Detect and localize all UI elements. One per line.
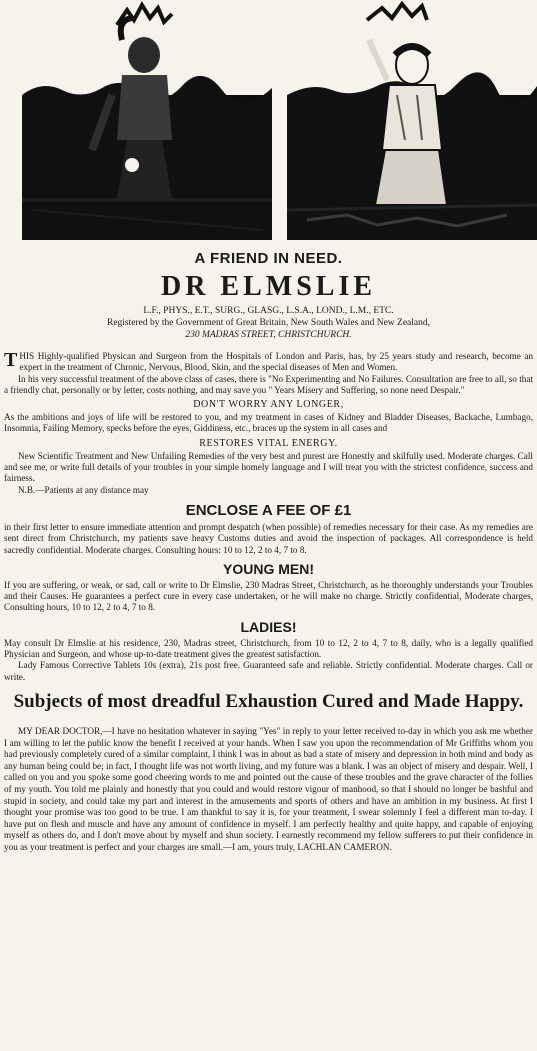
credentials-line: L.F., PHYS., E.T., SURG., GLASG., L.S.A., LOND., L.M., ETC.	[143, 306, 394, 316]
young-men-paragraph: If you are suffering, or weak, or sad, call or write to Dr Elmslie, 230 Madras Street, Christchurch, as he thoroughly understands your Troubles and their Causes. He guarantees a perfect cure in every case undertaken, or he will make no charge. Strictly confidential, Moderate charges, Consulting hours, 10 to 12, 2 to 4, 7 to 8.	[4, 579, 533, 613]
tablets-paragraph: Lady Famous Corrective Tablets 10s (extra), 21s post free. Guaranteed safe and reliable. Strictly confidential. Moderate charges. Call or write.	[4, 660, 533, 682]
nb-paragraph: N.B.—Patients at any distance may	[18, 484, 149, 495]
ladies-heading: LADIES!	[240, 618, 297, 635]
worry-heading: DON'T WORRY ANY LONGER,	[193, 399, 344, 411]
credentials-block	[4, 305, 533, 341]
drop-cap: T	[4, 349, 18, 371]
illustration-row	[4, 0, 533, 240]
woodcut-before-image	[22, 0, 272, 240]
restores-heading: RESTORES VITAL ENERGY.	[199, 437, 338, 449]
young-men-heading: YOUNG MEN!	[223, 560, 314, 577]
intro-paragraph	[4, 351, 533, 374]
letter-text: MY DEAR DOCTOR,—I have no hesitation whatever in saying "Yes" in reply to your letter received to-day in which you ask me whether I am willing to let the public know the benefit I received at your hands. When I saw you upon the recommendation of Mr Griffiths whom you had previously completely cured of a similar complaint, I think I was in about as bad a state of misery and depression in both mind and body as any human being could be; in fact, I thought life was not worth living, and my future was a blank. I was an object of misery and despair. Well, I called on you and you spoke some good cheering words to me and pointed out the cause of these troubles and the grave character of the follies of my youth. You told me plainly and honestly that you could and would restore vigour of manhood, so that I should no longer be bashful and stupid in society, and could take my part and interest in the amusements and sports of others and have an ambition in my business. At first I thought your promise was too good to be true. I am thankful to say it is, for your treatment, I swear solemnly I feel a different man to-day. I have put on flesh and muscle and have any amount of confidence in myself. I am perfectly healthy and quite happy, and capable of enjoying myself as others do, and I don't move about by myself and shun society. I earnestly recommend my fellow sufferers to put their confidence in you as your treatment is perfect and your charges are small.—I am, yours truly, LACHLAN CAMERON.	[4, 725, 533, 852]
ladies-paragraph: May consult Dr Elmslie at his residence, 230, Madras street, Christchurch, from 10 to 12, 2 to 4, 7 to 8, daily, who is a legally qualified Physician and Surgeon, and whose up-to-date treatment gives the greatest satisfaction.	[4, 637, 533, 660]
worry-paragraph: As the ambitions and joys of life will be restored to you, and my treatment in cases of Kidney and Bladder Diseases, Backache, Lumbago, Insomnia, Failing Memory, specks before the eyes, Giddiness, etc., braces up the system in all cases and	[4, 412, 533, 434]
woodcut-after-image	[287, 0, 537, 240]
intro-text: HIS Highly-qualified Physican and Surgeon from the Hospitals of London and Paris, has, by 25 years study and research, become an expert in the treatment of Chronic, Nervous, Blood, Skin, and the special diseases of Men and Women.	[19, 351, 533, 373]
experimenting-paragraph: In his very successful treatment of the above class of cases, there is "No Experimenting and No Failures. Consultation are free to all, so that a friendly chat, personally or by letter, costs nothing, and may save you " Years Misery and Suffering, so none need Despair."	[4, 373, 533, 395]
testimonial-letter	[4, 726, 533, 854]
address-line: 230 MADRAS STREET, CHRISTCHURCH.	[185, 330, 352, 340]
enclose-paragraph: in their first letter to ensure immediate attention and prompt despatch (when possible) of remedies necessary for their case. As my remedies are sent direct from Christchurch, my patients save heavy Customs duties and avoid the inspection of packages. All correspondence is held sacredly confidential. Moderate charges. Consulting hours: 10 to 12, 2 to 4, 7 to 8.	[4, 521, 533, 555]
doctor-name-heading: DR ELMSLIE	[160, 271, 377, 302]
enclose-fee-heading: ENCLOSE A FEE OF £1	[185, 501, 352, 519]
registration-line: Registered by the Government of Great Britain, New South Wales and New Zealand,	[106, 318, 431, 328]
headline-friend-in-need: A FRIEND IN NEED.	[194, 250, 343, 267]
restores-paragraph: New Scientific Treatment and New Unfailing Remedies of the very best and purest are Honestly and skilfully used. Moderate charges. Call and see me, or write full details of your troubles in your simple homely language and I will treat you with the strictest confidence, success and fairness.	[4, 450, 533, 484]
testimonial-heading: Subjects of most dreadful Exhaustion Cured and Made Happy.	[13, 690, 524, 712]
